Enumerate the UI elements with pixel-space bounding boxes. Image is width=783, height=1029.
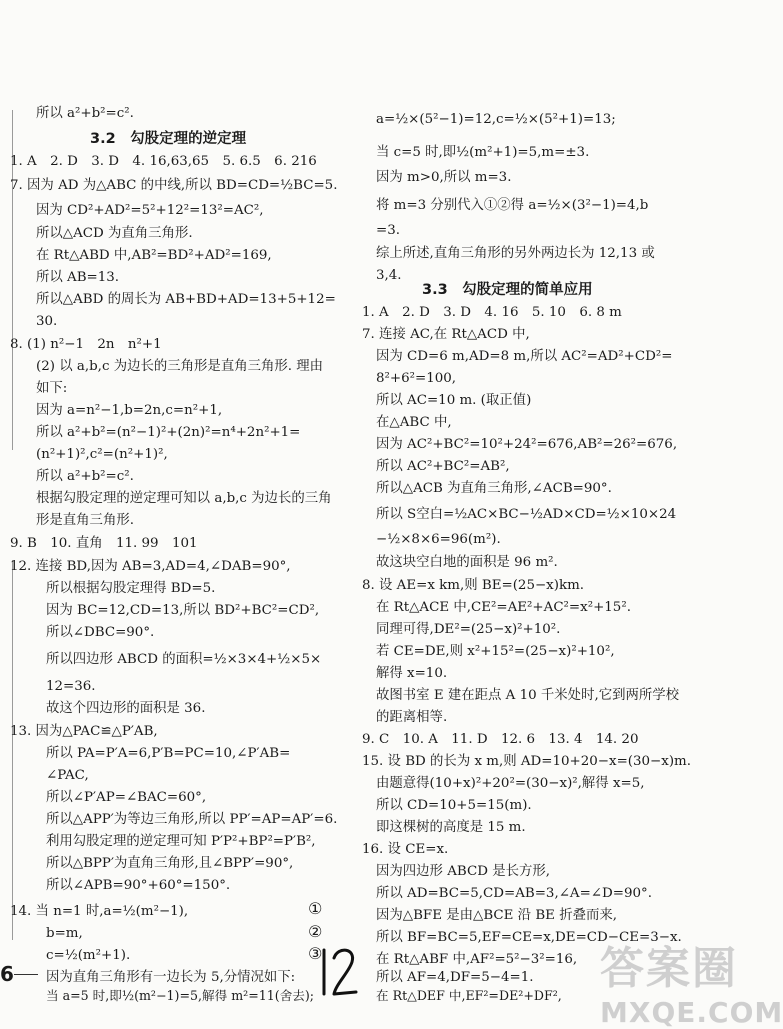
text-line: 即这棵树的高度是 15 m. — [376, 820, 526, 835]
binding-line-lower — [12, 560, 13, 940]
problem-line: 8. (1) n²−1 2n n²+1 — [10, 337, 162, 352]
text-line: (2) 以 a,b,c 为边长的三角形是直角三角形. 理由 — [36, 359, 324, 374]
text-line: b=m, — [46, 926, 83, 941]
text-line: 在 Rt△ABD 中,AB²=BD²+AD²=169, — [36, 248, 272, 263]
text-line: 若 CE=DE,则 x²+15²=(25−x)²+10², — [376, 644, 615, 659]
text-line: 所以 S空白=½AC×BC−½AD×CD=½×10×24 — [376, 507, 677, 522]
text-line: 因为 m>0,所以 m=3. — [376, 170, 512, 185]
text-line: 12=36. — [46, 679, 96, 694]
text-line: 因为 a=n²−1,b=2n,c=n²+1, — [36, 403, 223, 418]
text-line: 在 Rt△DEF 中,EF²=DE²+DF², — [376, 988, 562, 1003]
text-line: 在 Rt△ABF 中,AF²=5²−3²=16, — [376, 952, 578, 967]
text-line: 所以△BPP′为直角三角形,且∠BPP′=90°, — [46, 856, 294, 871]
text-line: a=½×(5²−1)=12,c=½×(5²+1)=13; — [376, 112, 616, 127]
text-line: 根据勾股定理的逆定理可知以 a,b,c 为边长的三角 — [36, 491, 332, 506]
text-line: 解得 x=10. — [376, 666, 448, 681]
problem-line: 15. 设 BD 的长为 x m,则 AD=10+20−x=(30−x)m. — [362, 754, 691, 769]
text-line: ∠PAC, — [46, 768, 89, 783]
text-line: 同理可得,DE²=(25−x)²+10². — [376, 622, 561, 637]
problem-line: 7. 因为 AD 为△ABC 的中线,所以 BD=CD=½BC=5. — [10, 178, 338, 193]
text-line: 所以 AC=10 m. (取正值) — [376, 393, 532, 408]
text-line: 由题意得(10+x)²+20²=(30−x)²,解得 x=5, — [376, 776, 645, 791]
text-line: 故图书室 E 建在距点 A 10 千米处时,它到两所学校 — [376, 688, 680, 703]
text-line: 8²+6²=100, — [376, 371, 457, 386]
text-line: 因为△BFE 是由△BCE 沿 BE 折叠而来, — [376, 908, 618, 923]
text-line: 所以 CD=10+5=15(m). — [376, 798, 532, 813]
text-line: 因为 CD=6 m,AD=8 m,所以 AC²=AD²+CD²= — [376, 349, 673, 364]
text-line: 因为 CD²+AD²=5²+12²=13²=AC², — [36, 203, 264, 218]
circled-marker-1: ① — [308, 899, 323, 918]
text-line: 所以 AF=4,DF=5−4=1. — [376, 970, 534, 985]
section-heading: 3.2 勾股定理的逆定理 — [90, 131, 247, 147]
text-line: 所以△ABD 的周长为 AB+BD+AD=13+5+12= — [36, 292, 336, 307]
text-line: 所以 a²+b²=c². — [36, 469, 134, 484]
problem-line: 7. 连接 AC,在 Rt△ACD 中, — [362, 327, 530, 342]
text-line: 因为 BC=12,CD=13,所以 BD²+BC²=CD², — [46, 603, 320, 618]
text-line: 所以△ACB 为直角三角形,∠ACB=90°. — [376, 481, 612, 496]
text-line: 在△ABC 中, — [376, 415, 452, 430]
problem-line: 13. 因为△PAC≌△P′AB, — [10, 724, 158, 739]
text-line: 所以 BF=BC=5,EF=CE=x,DE=CD−CE=3−x. — [376, 930, 682, 945]
problem-line: 12. 连接 BD,因为 AB=3,AD=4,∠DAB=90°, — [10, 559, 291, 574]
text-line: 利用勾股定理的逆定理可知 P′P²+BP²=P′B², — [46, 834, 316, 849]
text-line: (n²+1)²,c²=(n²+1)², — [36, 447, 168, 462]
text-line: 如下: — [36, 381, 68, 396]
text-line: 30. — [36, 314, 58, 329]
text-line: 所以△ACD 为直角三角形. — [36, 226, 193, 241]
text-line: 3,4. — [376, 268, 402, 283]
answer-line: 9. B 10. 直角 11. 99 101 — [10, 536, 198, 551]
text-line: 所以 AB=13. — [36, 270, 120, 285]
text-line: 所以∠APB=90°+60°=150°. — [46, 878, 231, 893]
text-line: 故这个四边形的面积是 36. — [46, 701, 206, 716]
text-line: 所以 PA=P′A=6,P′B=PC=10,∠P′AB= — [46, 746, 291, 761]
problem-line: 8. 设 AE=x km,则 BE=(25−x)km. — [362, 578, 585, 593]
text-line: 故这块空白地的面积是 96 m². — [376, 555, 558, 570]
text-line: 将 m=3 分别代入①②得 a=½×(3²−1)=4,b — [376, 198, 649, 213]
text-line: 所以△APP′为等边三角形,所以 PP′=AP=AP′=6. — [46, 812, 338, 827]
text-line: 在 Rt△ACE 中,CE²=AE²+AC²=x²+15². — [376, 600, 631, 615]
page-number: 6 — [0, 962, 14, 986]
problem-line: 14. 当 n=1 时,a=½(m²−1), — [10, 904, 189, 919]
text-line: 所以根据勾股定理得 BD=5. — [46, 581, 216, 596]
text-line: 所以∠P′AP=∠BAC=60°, — [46, 790, 207, 805]
handwritten-number — [316, 946, 360, 998]
text-line: 因为直角三角形有一边长为 5,分情况如下: — [46, 970, 296, 985]
watermark-title: 答案圈 — [600, 943, 738, 994]
text-line: 所以 AC²+BC²=AB², — [376, 459, 510, 474]
answer-line: 1. A 2. D 3. D 4. 16 5. 10 6. 8 m — [362, 305, 622, 320]
text-line: c=½(m²+1). — [46, 948, 131, 963]
text-line: −½×8×6=96(m²). — [376, 532, 501, 547]
text-line: 所以 a²+b²=c². — [36, 106, 134, 121]
text-line: 所以∠DBC=90°. — [46, 625, 155, 640]
problem-line: 16. 设 CE=x. — [362, 842, 449, 857]
page-number-rule — [14, 974, 38, 975]
text-line: 当 c=5 时,即½(m²+1)=5,m=±3. — [376, 145, 590, 160]
circled-marker-2: ② — [308, 922, 323, 941]
answer-line: 1. A 2. D 3. D 4. 16,63,65 5. 6.5 6. 216 — [10, 154, 317, 169]
text-line: 所以四边形 ABCD 的面积=½×3×4+½×5× — [46, 652, 322, 667]
watermark-url: MXQE.COM — [600, 996, 783, 1029]
text-line: 的距离相等. — [376, 710, 448, 725]
text-line: 形是直角三角形. — [36, 513, 134, 528]
circled-marker-3: ③ — [308, 944, 323, 963]
text-line: 所以 a²+b²=(n²−1)²+(2n)²=n⁴+2n²+1= — [36, 425, 301, 440]
watermark-logo — [600, 932, 783, 1029]
text-line: =3. — [376, 223, 400, 238]
text-line: 因为 AC²+BC²=10²+24²=676,AB²=26²=676, — [376, 437, 678, 452]
text-line: 当 a=5 时,即½(m²−1)=5,解得 m²=11(舍去); — [46, 988, 315, 1003]
text-line: 所以 AD=BC=5,CD=AB=3,∠A=∠D=90°. — [376, 886, 652, 901]
text-line: 综上所述,直角三角形的另外两边长为 12,13 或 — [376, 246, 655, 261]
answer-line: 9. C 10. A 11. D 12. 6 13. 4 14. 20 — [362, 732, 639, 747]
section-heading: 3.3 勾股定理的简单应用 — [422, 282, 593, 298]
text-line: 因为四边形 ABCD 是长方形, — [376, 864, 551, 879]
